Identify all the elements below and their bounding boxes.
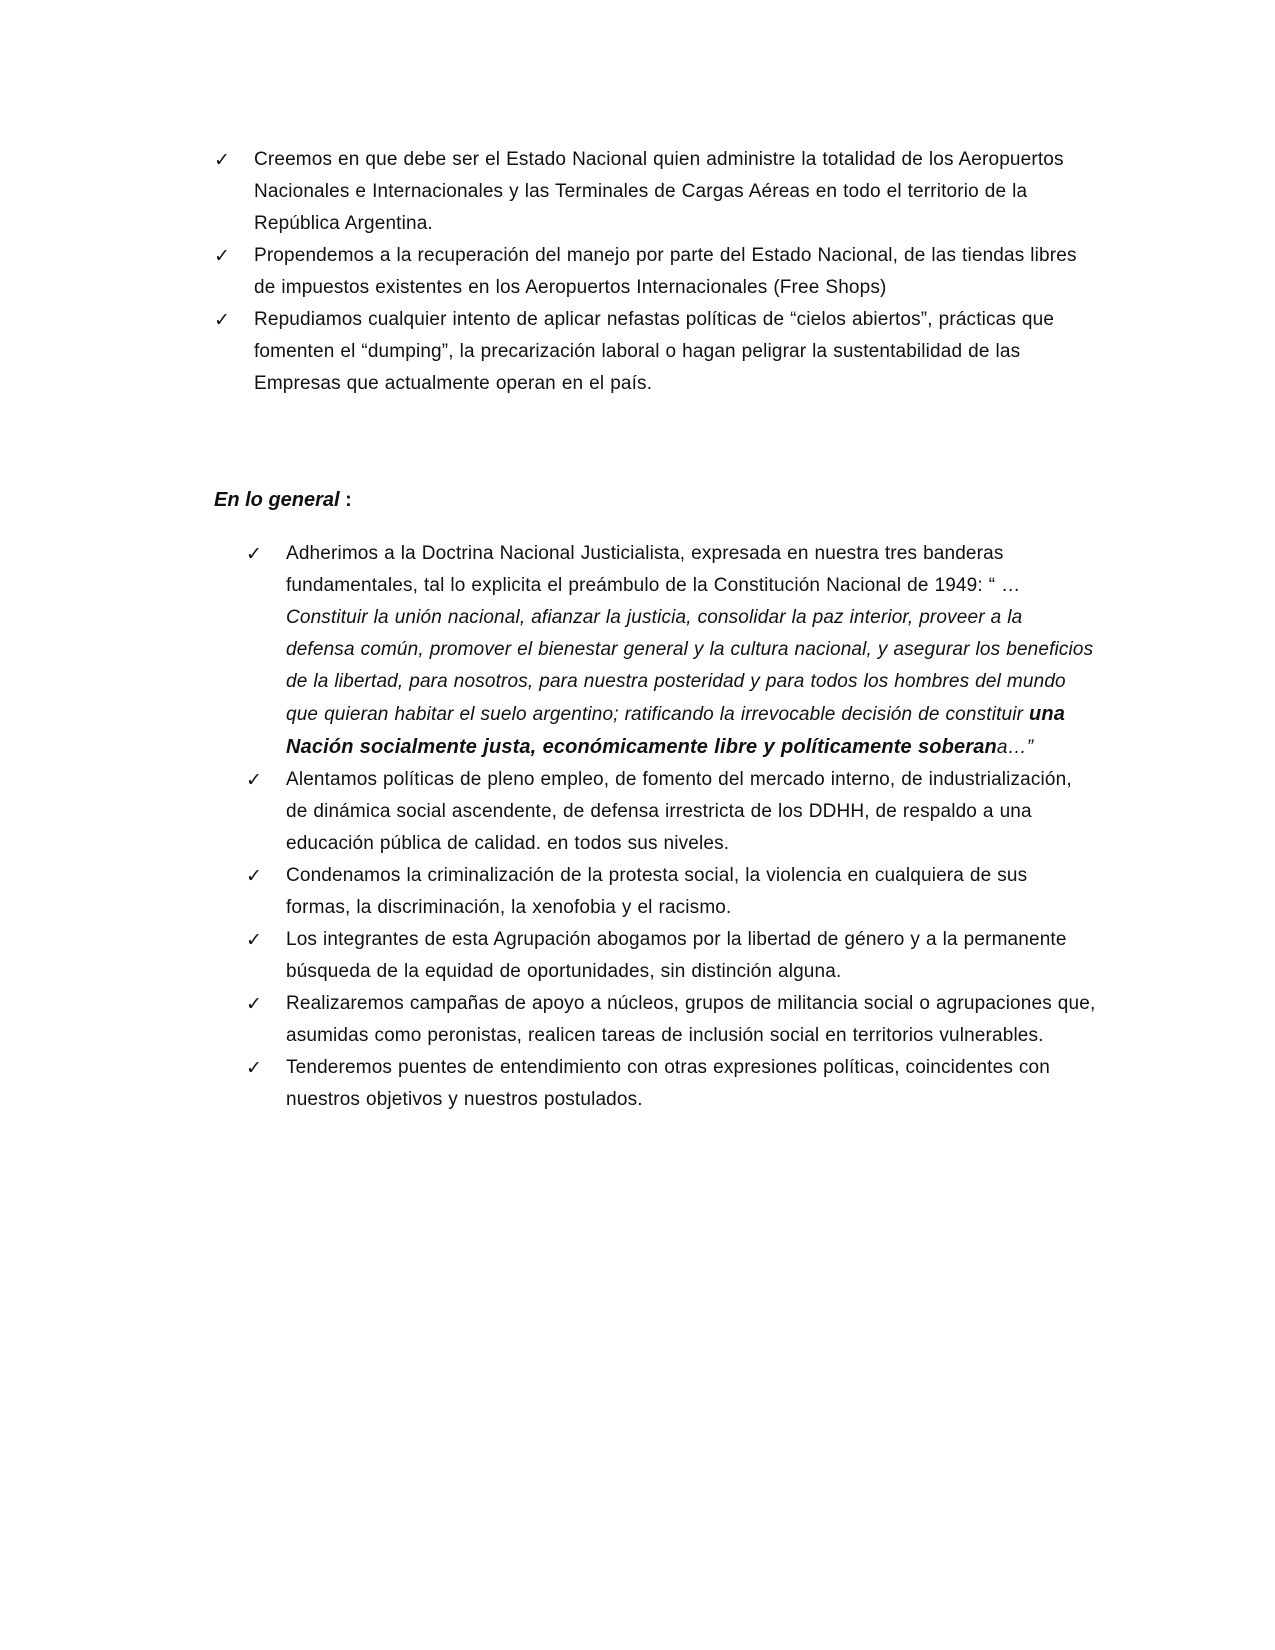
section-heading [214, 486, 352, 514]
list-item-text: Los integrantes de esta Agrupación abogamos por la libertad de género y a la permanente búsqueda de la equidad de oportunidades, sin distinción alguna. [286, 929, 1067, 982]
list-item [246, 538, 1096, 764]
checkmark-icon: ✓ [214, 245, 231, 267]
list-item-text: Repudiamos cualquier intento de aplicar nefastas políticas de “cielos abiertos”, prácticas que fomenten el “dumping”, la precarización laboral o hagan peligrar la sustentabilidad de las Empresas que actualmente operan en el país. [254, 309, 1055, 394]
list-item [246, 1052, 1096, 1116]
checkmark-icon: ✓ [246, 929, 263, 951]
checkmark-icon: ✓ [246, 993, 263, 1015]
checkmark-icon: ✓ [246, 543, 263, 565]
checkmark-icon: ✓ [214, 309, 231, 331]
checkmark-icon: ✓ [246, 769, 263, 791]
list-item-lead: Adherimos a la Doctrina Nacional Justicialista, expresada en nuestra tres banderas fundamentales, tal lo explicita el preámbulo de la Constitución Nacional de 1949: “ … [286, 543, 1021, 596]
list-item [246, 924, 1096, 988]
general-list [246, 538, 1096, 1116]
intro-list [214, 144, 1094, 400]
list-item [214, 304, 1094, 400]
list-item-text: Creemos en que debe ser el Estado Nacional quien administre la totalidad de los Aeropuertos Nacionales e Internacionales y las Terminales de Cargas Aéreas en todo el territorio de la República Argentina. [254, 149, 1064, 234]
list-item [246, 988, 1096, 1052]
list-item-text: Alentamos políticas de pleno empleo, de fomento del mercado interno, de industrialización, de dinámica social ascendente, de defensa irrestricta de los DDHH, de respaldo a una educación pública de calidad. en todos sus niveles. [286, 769, 1072, 854]
checkmark-icon: ✓ [214, 149, 231, 171]
list-item-text: Propendemos a la recuperación del manejo por parte del Estado Nacional, de las tiendas libres de impuestos existentes en los Aeropuertos Internacionales (Free Shops) [254, 245, 1077, 298]
checkmark-icon: ✓ [246, 1057, 263, 1079]
section-heading-text: En lo general [214, 489, 340, 511]
list-item-text: Tenderemos puentes de entendimiento con otras expresiones políticas, coincidentes con nuestros objetivos y nuestros postulados. [286, 1057, 1050, 1110]
list-item-text: Realizaremos campañas de apoyo a núcleos, grupos de militancia social o agrupaciones que, asumidas como peronistas, realicen tareas de inclusión social en territorios vulnerables. [286, 993, 1096, 1046]
list-item [214, 144, 1094, 240]
list-item-text: Condenamos la criminalización de la protesta social, la violencia en cualquiera de sus formas, la discriminación, la xenofobia y el racismo. [286, 865, 1028, 918]
list-item [214, 240, 1094, 304]
list-item [246, 860, 1096, 924]
constitution-quote: Constituir la unión nacional, afianzar la justicia, consolidar la paz interior, proveer a la defensa común, promover el bienestar general y la cultura nacional, y asegurar los beneficios de la libertad, para nosotros, para nuestra posteridad y para todos los hombres del mundo que quieran habitar el suelo argentino; ratificando la irrevocable decisión de constituir [286, 607, 1094, 725]
quote-ending: a…” [996, 737, 1034, 758]
list-item [246, 764, 1096, 860]
section-heading-colon: : [339, 489, 352, 511]
checkmark-icon: ✓ [246, 865, 263, 887]
quote-emphasis: una Nación socialmente justa, económicamente libre y políticamente soberan [286, 703, 1066, 758]
